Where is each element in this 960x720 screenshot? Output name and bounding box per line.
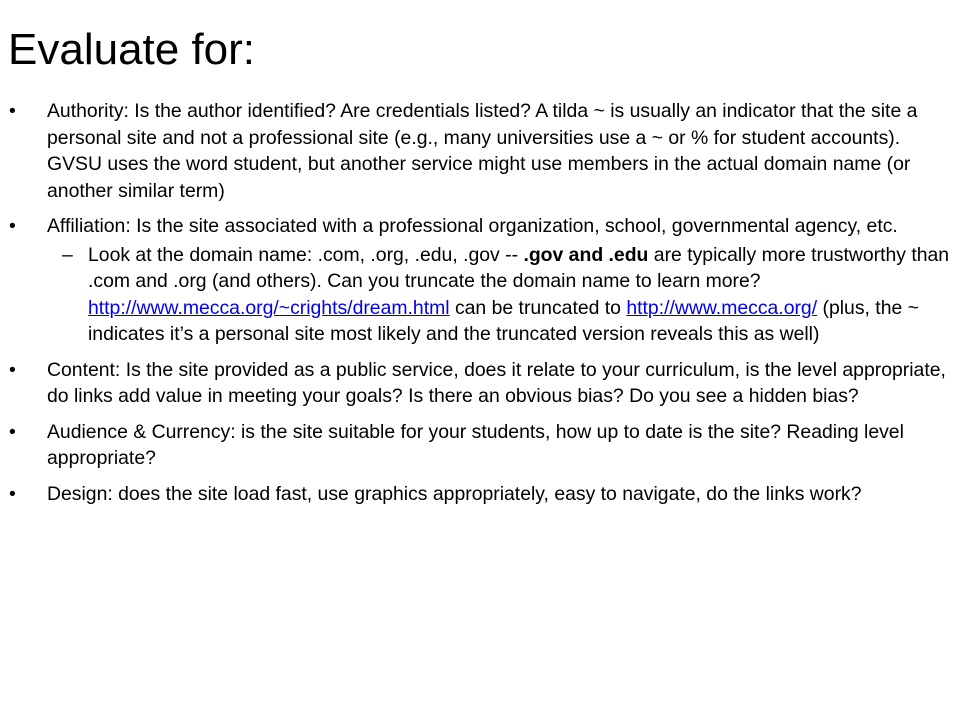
bullet-marker: •: [9, 100, 16, 122]
sub-text-bold: .gov and .edu: [523, 243, 649, 266]
bullet-text: Design: does the site load fast, use graphics appropriately, easy to navigate, do the links work?: [47, 482, 862, 505]
bullet-text: Authority: Is the author identified? Are credentials listed? A tilda ~ is usually an indicator that the site a personal site and not a professional site (e.g., many universities use a ~ or % for student accounts). GVSU uses the word student, but another service might use members in the actual domain name (or another similar term): [47, 100, 918, 202]
sub-text-4: (plus, the ~ indicates it’s a personal site most likely and the truncated version reveals this as well): [88, 296, 919, 345]
bullet-content: [9, 357, 953, 410]
bullet-text: Content: Is the site provided as a public service, does it relate to your curriculum, is the level appropriate, do links add value in meeting your goals? Is there an obvious bias? Do you see a hidden bias?: [47, 358, 946, 407]
sub-text-1: Look at the domain name: .com, .org, .edu, .gov --: [88, 243, 524, 266]
bullet-text: Audience & Currency: is the site suitable for your students, how up to date is the site? Reading level appropriate?: [47, 420, 904, 469]
dream-link[interactable]: http://www.mecca.org/~crights/dream.html: [88, 296, 450, 319]
slide-title: Evaluate for:: [8, 25, 256, 74]
bullet-marker: •: [9, 482, 16, 505]
bullet-design: [9, 481, 953, 508]
bullet-marker: •: [9, 358, 16, 381]
dash-marker: –: [62, 243, 73, 266]
bullet-authority: [9, 98, 953, 204]
sub-bullet-domain: [62, 242, 954, 348]
mecca-link[interactable]: http://www.mecca.org/: [626, 296, 818, 319]
bullet-marker: •: [9, 420, 16, 443]
bullet-text: Affiliation: Is the site associated with a professional organization, school, governmental agency, etc.: [47, 215, 898, 237]
sub-text-2: are typically more trustworthy than .com and .org (and others). Can you truncate the domain name to learn more?: [88, 243, 950, 292]
sub-text-3: can be truncated to: [449, 296, 627, 319]
slide-body: [0, 98, 960, 507]
bullet-marker: •: [9, 215, 16, 237]
bullet-affiliation: [9, 213, 953, 240]
bullet-audience: [9, 419, 953, 472]
